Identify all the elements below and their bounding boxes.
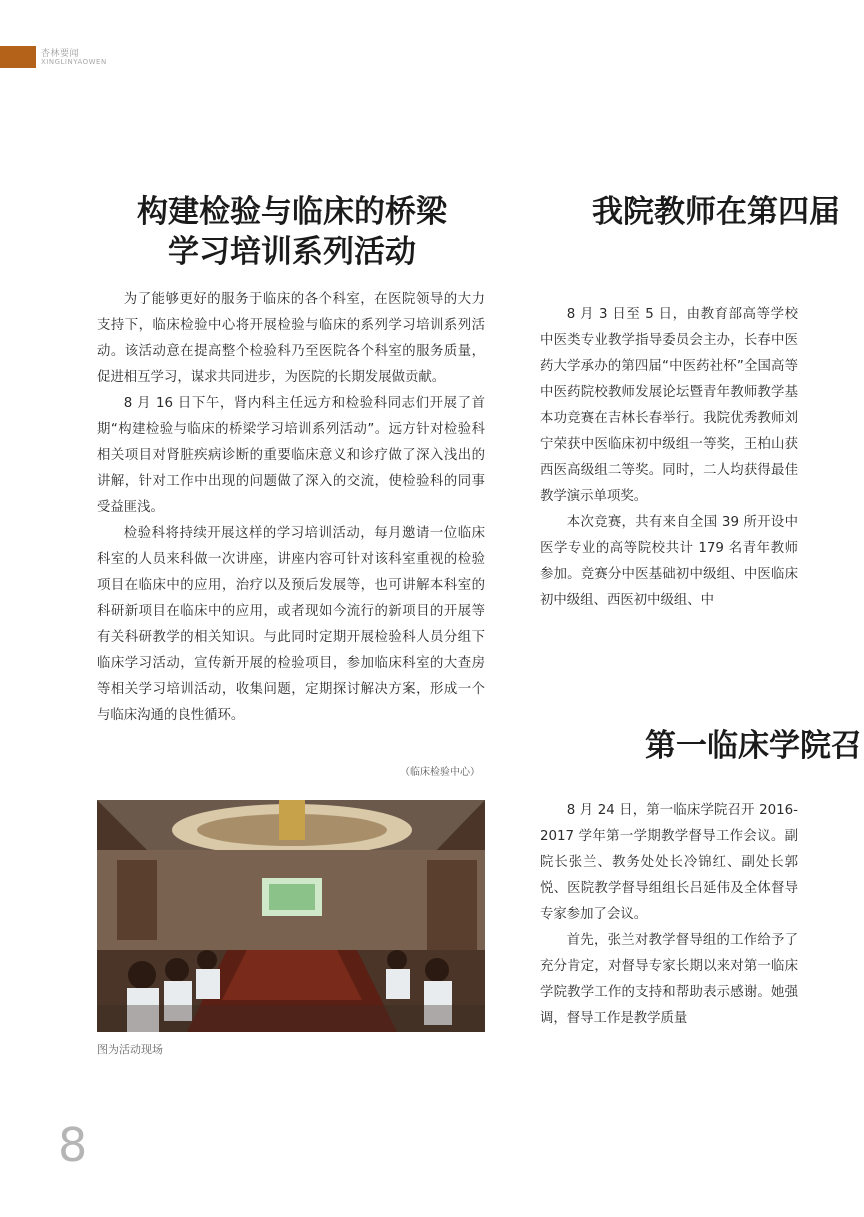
- article-body-right-bottom: [540, 798, 798, 1032]
- article-title-line1: 构建检验与临床的桥梁: [137, 194, 447, 230]
- page-number: 8: [58, 1118, 88, 1172]
- photo-caption: 图为活动现场: [97, 1043, 163, 1056]
- article-source: （临床检验中心）: [400, 767, 480, 778]
- paragraph: 为了能够更好的服务于临床的各个科室，在医院领导的大力支持下，临床检验中心将开展检验与临床的系列学习培训系列活动。该活动意在提高整个检验科乃至医院各个科室的服务质量，促进相互学习，谋求共同进步，为医院的长期发展做贡献。: [97, 292, 485, 385]
- paragraph: 8 月 16 日下午，肾内科主任远方和检验科同志们开展了首期“构建检验与临床的桥梁学习培训系列活动”。远方针对检验科相关项目对肾脏疾病诊断的重要临床意义和诊疗做了深入浅出的讲解，针对工作中出现的问题做了深入的交流，使检验科的同事受益匪浅。: [97, 396, 485, 515]
- section-tab: [0, 46, 36, 68]
- paragraph: 8 月 24 日，第一临床学院召开 2016-2017 学年第一学期教学督导工作会议。副院长张兰、教务处处长冷锦红、副处长郭悦、医院教学督导组组长吕延伟及全体督导专家参加了会议。: [540, 803, 798, 922]
- paragraph: 8 月 3 日至 5 日，由教育部高等学校中医类专业教学指导委员会主办，长春中医药大学承办的第四届“中医药社杯”全国高等中医药院校教师发展论坛暨青年教师教学基本功竞赛在吉林长春举行。我院优秀教师刘宁荣获中医临床初中级组一等奖，王柏山获西医高级组二等奖。同时，二人均获得最佳教学演示单项奖。: [540, 307, 798, 504]
- activity-photo: [97, 800, 485, 1032]
- article-title: [96, 192, 488, 272]
- paragraph: 本次竞赛，共有来自全国 39 所开设中医学专业的高等院校共计 179 名青年教师参加。竞赛分中医基础初中级组、中医临床初中级组、西医初中级组、中: [540, 515, 798, 608]
- section-name-pinyin: XINGLINYAOWEN: [41, 58, 107, 66]
- article-title-right-top: 我院教师在第四届: [592, 194, 840, 230]
- article-body-right-top: [540, 302, 798, 614]
- article-title-right-bottom: 第一临床学院召: [645, 728, 862, 764]
- article-title-line2: 学习培训系列活动: [168, 234, 416, 270]
- paragraph: 首先，张兰对教学督导组的工作给予了充分肯定，对督导专家长期以来对第一临床学院教学工作的支持和帮助表示感谢。她强调，督导工作是教学质量: [540, 933, 798, 1026]
- paragraph: 检验科将持续开展这样的学习培训活动，每月邀请一位临床科室的人员来科做一次讲座，讲座内容可针对该科室重视的检验项目在临床中的应用，治疗以及预后发展等，也可讲解本科室的科研新项目在临床中的应用，或者现如今流行的新项目的开展等有关科研教学的相关知识。与此同时定期开展检验科人员分组下临床学习活动，宣传新开展的检验项目，参加临床科室的大查房等相关学习培训活动，收集问题，定期探讨解决方案，形成一个与临床沟通的良性循环。: [97, 526, 485, 723]
- section-name: 杏林要闻: [41, 49, 80, 59]
- meeting-room-illustration: [97, 800, 485, 1032]
- article-body: [97, 287, 485, 729]
